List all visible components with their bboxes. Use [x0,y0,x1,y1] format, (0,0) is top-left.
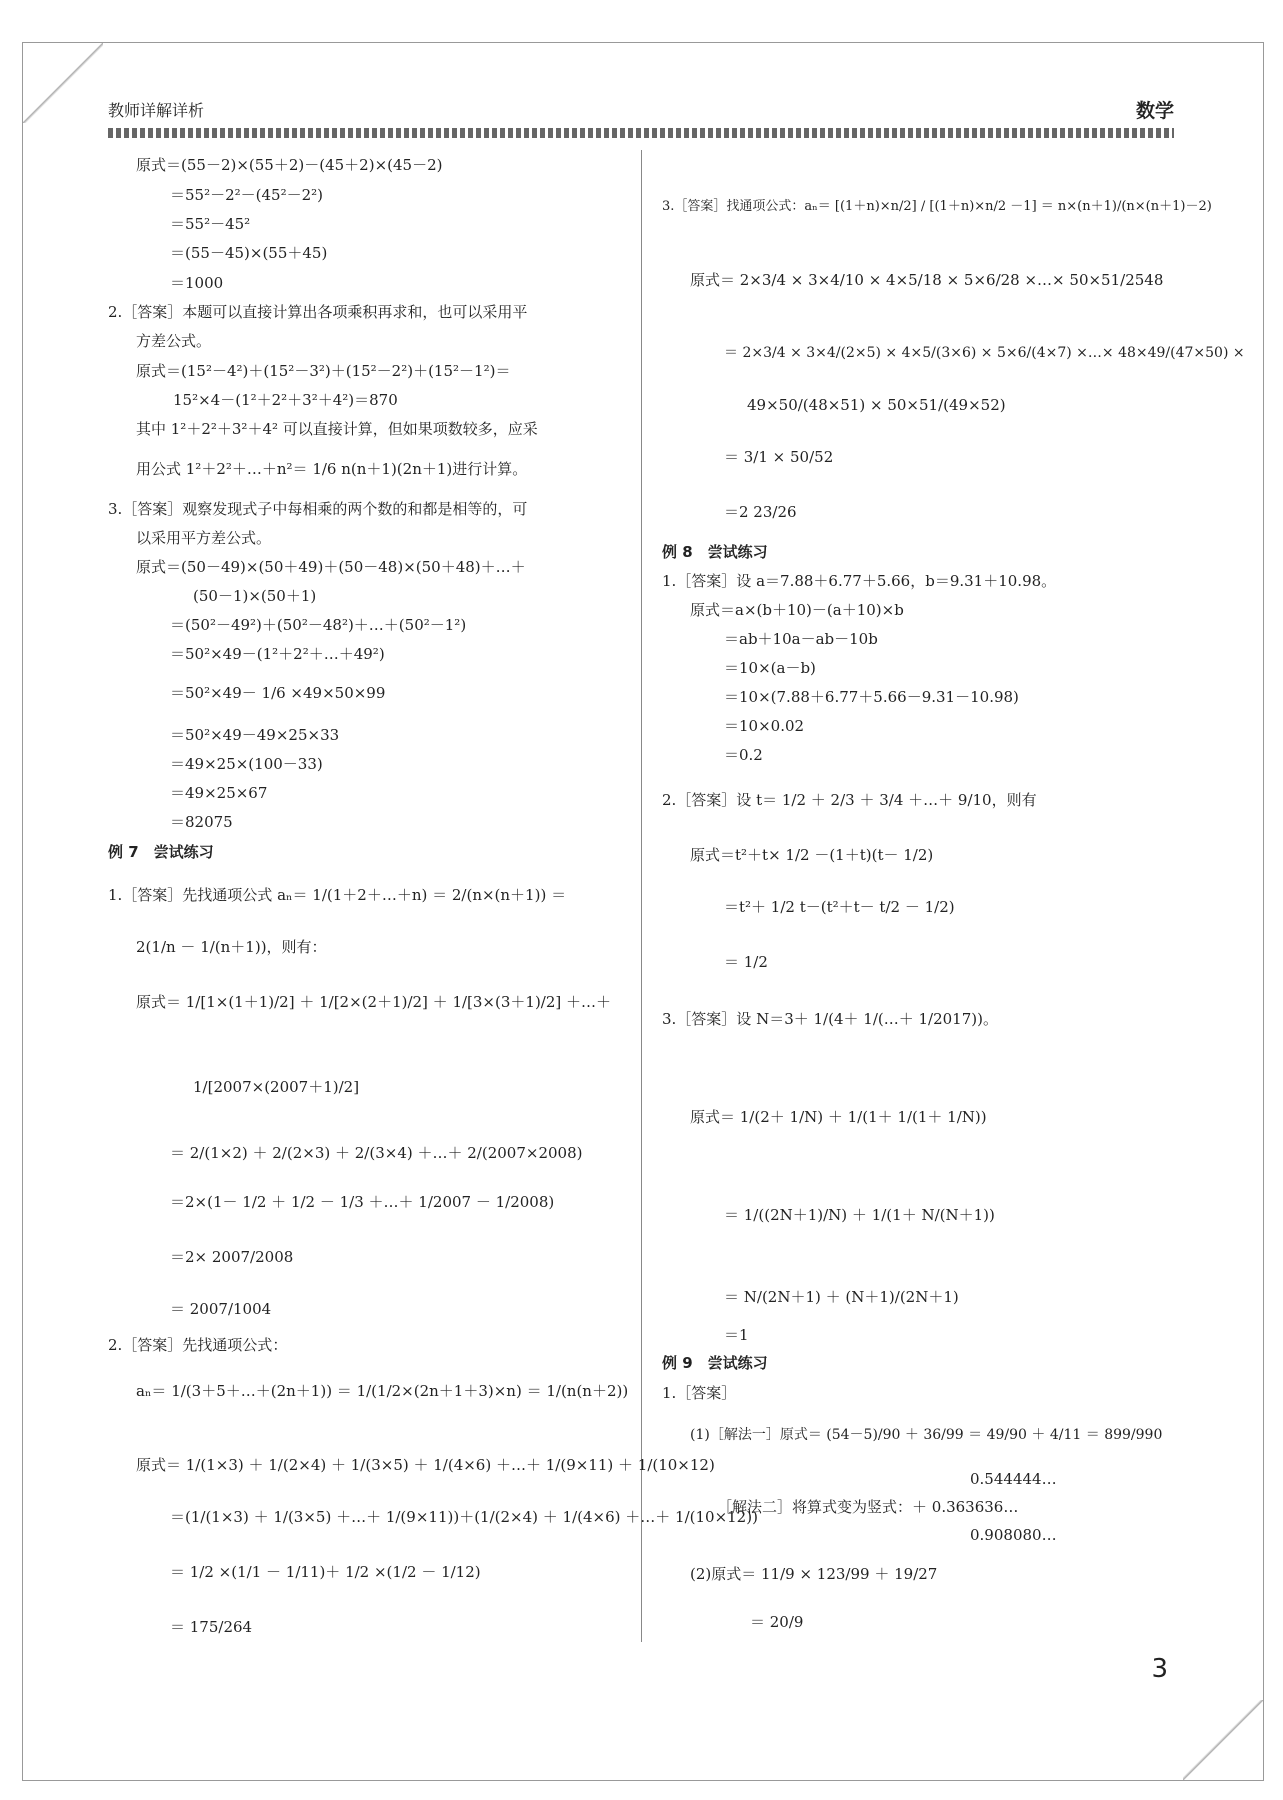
text-line: ＝ 175/264 [170,1618,253,1636]
text-line: 1.［答案］设 a＝7.88＋6.77＋5.66，b＝9.31＋10.98。 [662,572,1057,590]
text-line: 用公式 1²＋2²＋…＋n²＝ 1/6 n(n＋1)(2n＋1)进行计算。 [136,460,528,478]
text-line: 其中 1²＋2²＋3²＋4² 可以直接计算，但如果项数较多，应采 [136,420,538,438]
text-line: ＝0.2 [724,746,763,764]
text-line: 0.544444… [970,1470,1057,1488]
text-line: 原式＝ 1/(2＋ 1/N) ＋ 1/(1＋ 1/(1＋ 1/N)) [690,1108,987,1126]
text-line: ＝50²×49－49×25×33 [170,726,340,744]
text-line: 2(1/n － 1/(n＋1))，则有： [136,938,327,956]
text-line: ＝(1/(1×3) ＋ 1/(3×5) ＋…＋ 1/(9×11))＋(1/(2×4) ＋ 1/(4×6) ＋…＋ 1/(10×12)) [170,1508,758,1526]
text-line: ＝(50²－49²)＋(50²－48²)＋…＋(50²－1²) [170,616,467,634]
text-line: ＝ 2007/1004 [170,1300,272,1318]
text-line: ＝ 2/(1×2) ＋ 2/(2×3) ＋ 2/(3×4) ＋…＋ 2/(2007×2008) [170,1144,583,1162]
text-line: (1)［解法一］原式＝ (54－5)/90 ＋ 36/99 ＝ 49/90 ＋ 4/11 ＝ 899/990 [690,1427,1163,1443]
text-line: ＝49×25×67 [170,784,268,802]
text-line: ＝2 23/26 [724,503,797,521]
section-heading: 例 8 尝试练习 [662,543,768,561]
text-line: 原式＝ 1/[1×(1＋1)/2] ＋ 1/[2×(2＋1)/2] ＋ 1/[3×(3＋1)/2] ＋…＋ [136,993,612,1011]
text-line: ＝ 1/((2N＋1)/N) ＋ 1/(1＋ N/(N＋1)) [724,1206,995,1224]
text-line: 0.908080… [970,1526,1057,1544]
text-line: ＝49×25×(100－33) [170,755,323,773]
text-line: 2.［答案］本题可以直接计算出各项乘积再求和，也可以采用平 [108,303,528,321]
text-line: ＝ 20/9 [750,1613,804,1631]
text-line: ＝ 1/2 [724,953,768,971]
header-subject: 数学 [1135,100,1174,122]
text-line: 原式＝ 1/(1×3) ＋ 1/(2×4) ＋ 1/(3×5) ＋ 1/(4×6) ＋…＋ 1/(9×11) ＋ 1/(10×12) [136,1456,715,1474]
column-divider [641,150,642,1642]
text-line: ＝ 3/1 × 50/52 [724,448,834,466]
text-line: ＝ 1/2 ×(1/1 － 1/11)＋ 1/2 ×(1/2 － 1/12) [170,1563,481,1581]
text-line: ＝50²×49－ 1/6 ×49×50×99 [170,684,386,702]
text-line: ＝t²＋ 1/2 t－(t²＋t－ t/2 － 1/2) [724,898,955,916]
page-header [108,98,1174,120]
text-line: 原式＝t²＋t× 1/2 －(1＋t)(t－ 1/2) [690,846,934,864]
text-line: ＝50²×49－(1²＋2²＋…＋49²) [170,645,385,663]
text-line: 2.［答案］先找通项公式： [108,1336,288,1354]
text-line: 1/[2007×(2007＋1)/2] [193,1078,360,1096]
text-line: 原式＝(55－2)×(55＋2)－(45＋2)×(45－2) [136,156,443,174]
text-line: 原式＝ 2×3/4 × 3×4/10 × 4×5/18 × 5×6/28 ×…× 50×51/2548 [690,271,1164,289]
text-line: 2.［答案］设 t＝ 1/2 ＋ 2/3 ＋ 3/4 ＋…＋ 9/10，则有 [662,791,1037,809]
text-line: 原式＝(15²－4²)＋(15²－3²)＋(15²－2²)＋(15²－1²)＝ [136,362,511,380]
text-line: 原式＝(50－49)×(50＋49)＋(50－48)×(50＋48)＋…＋ [136,558,526,576]
text-line: 49×50/(48×51) × 50×51/(49×52) [747,396,1006,414]
text-line: 15²×4－(1²＋2²＋3²＋4²)＝870 [173,391,398,409]
text-line: ＝55²－2²－(45²－2²) [170,186,324,204]
text-line: aₙ＝ 1/(3＋5＋…＋(2n＋1)) ＝ 1/(1/2×(2n＋1＋3)×n) ＝ 1/(n(n＋2)) [136,1382,629,1400]
text-line: ＝82075 [170,813,233,831]
text-line: ＝(55－45)×(55＋45) [170,244,328,262]
section-heading: 例 7 尝试练习 [108,843,214,861]
text-line: 1.［答案］先找通项公式 aₙ＝ 1/(1＋2＋…＋n) ＝ 2/(n×(n＋1)) ＝ [108,886,567,904]
folded-corner [23,43,103,123]
text-line: ＝10×0.02 [724,717,805,735]
text-line: (50－1)×(50＋1) [193,587,317,605]
text-line: ＝ N/(2N＋1) ＋ (N＋1)/(2N＋1) [724,1288,959,1306]
text-line: ＝2× 2007/2008 [170,1248,294,1266]
header-left: 教师详解详析 [108,101,205,120]
text-line: ［解法二］将算式变为竖式：＋ 0.363636… [717,1498,1019,1516]
text-line: (2)原式＝ 11/9 × 123/99 ＋ 19/27 [690,1565,938,1583]
text-line: 3.［答案］观察发现式子中每相乘的两个数的和都是相等的，可 [108,500,528,518]
text-line: ＝1 [724,1326,749,1344]
folded-corner [1183,1700,1263,1780]
header-stripe [108,128,1174,138]
text-line: 3.［答案］找通项公式：aₙ＝ [(1＋n)×n/2] / [(1＋n)×n/2 －1] ＝ n×(n＋1)/(n×(n＋1)－2) [662,199,1212,214]
text-line: ＝ab＋10a－ab－10b [724,630,878,648]
text-line: 方差公式。 [136,332,212,350]
text-line: ＝55²－45² [170,215,251,233]
section-heading: 例 9 尝试练习 [662,1354,768,1372]
text-line: ＝10×(a－b) [724,659,816,677]
text-line: ＝ 2×3/4 × 3×4/(2×5) × 4×5/(3×6) × 5×6/(4×7) ×…× 48×49/(47×50) × [724,345,1245,361]
text-line: ＝1000 [170,274,224,292]
text-line: 1.［答案］ [662,1384,737,1402]
text-line: ＝10×(7.88＋6.77＋5.66－9.31－10.98) [724,688,1019,706]
text-line: 原式＝a×(b＋10)－(a＋10)×b [690,601,904,619]
text-line: ＝2×(1－ 1/2 ＋ 1/2 － 1/3 ＋…＋ 1/2007 － 1/2008) [170,1193,555,1211]
text-line: 以采用平方差公式。 [136,529,272,547]
text-line: 3.［答案］设 N＝3＋ 1/(4＋ 1/(…＋ 1/2017))。 [662,1010,998,1028]
page-number: 3 [1151,1654,1168,1684]
